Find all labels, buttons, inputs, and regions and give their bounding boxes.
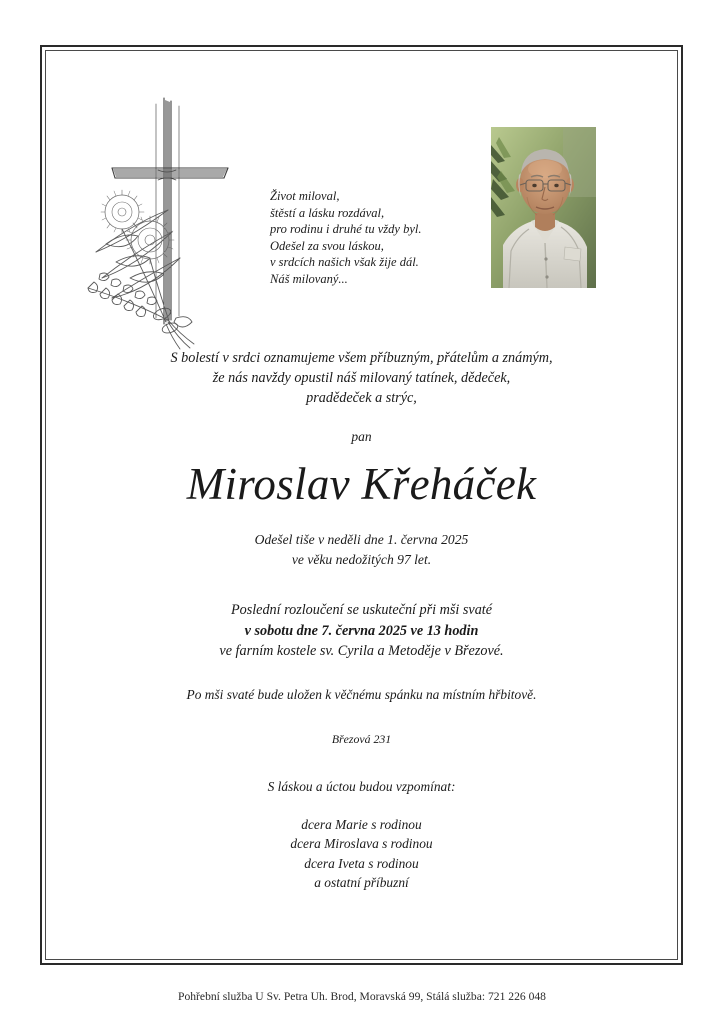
deceased-name: Miroslav Křeháček — [186, 459, 537, 509]
family-address: Březová 231 — [331, 731, 392, 746]
announcement-line: S bolestí v srdci oznamujeme všem příbuzným, přátelům a známým, — [170, 350, 553, 366]
mourner-item: dcera Marie s rodinou — [301, 816, 422, 832]
announcement-line: pradědeček a strýc, — [306, 390, 417, 406]
announcement-text — [40, 348, 683, 408]
memorial-poem — [270, 188, 485, 288]
poem-line: v srdcích našich však žije dál. — [270, 255, 419, 270]
funeral-service-footer: Pohřební služba U Sv. Petra Uh. Brod, Moravská 99, Stálá služba: 721 226 048 — [178, 990, 546, 1003]
poem-line: Odešel za svou láskou, — [270, 238, 384, 253]
announcement-line: že nás navždy opustil náš milovaný tatínek, dědeček, — [212, 370, 511, 386]
cross-icon — [112, 98, 228, 324]
ceremony-location: ve farním kostele sv. Cyrila a Metoděje v Březové. — [219, 643, 504, 660]
poem-line: pro rodinu i druhé tu vždy byl. — [270, 222, 422, 237]
cross-and-flowers-illustration — [72, 92, 262, 350]
mourner-item: dcera Iveta s rodinou — [304, 855, 419, 871]
portrait-photo — [491, 127, 596, 288]
remembrance-intro: S láskou a úctou budou vzpomínat: — [267, 778, 456, 794]
salutation: pan — [351, 429, 372, 444]
poem-line: štěstí a lásku rozdával, — [270, 205, 385, 220]
poem-line: Život miloval, — [270, 189, 340, 203]
ceremony-datetime: v sobotu dne 7. června 2025 ve 13 hodin — [244, 622, 479, 639]
chrysanthemum-flowers-icon — [88, 190, 194, 349]
ceremony-intro: Poslední rozloučení se uskuteční při mši svaté — [230, 602, 493, 619]
burial-note: Po mši svaté bude uložen k věčnému spánku na místním hřbitově. — [186, 686, 537, 702]
date-of-death: Odešel tiše v neděli dne 1. června 2025 — [254, 532, 469, 548]
age-at-death: ve věku nedožitých 97 let. — [291, 551, 432, 567]
poem-line: Náš milovaný... — [270, 271, 348, 286]
notice-body — [40, 348, 683, 893]
ceremony-details — [40, 600, 683, 662]
mourner-item: dcera Miroslava s rodinou — [290, 836, 433, 852]
passing-details — [40, 530, 683, 569]
mourners-list — [40, 815, 683, 893]
mourner-item: a ostatní příbuzní — [314, 875, 409, 891]
